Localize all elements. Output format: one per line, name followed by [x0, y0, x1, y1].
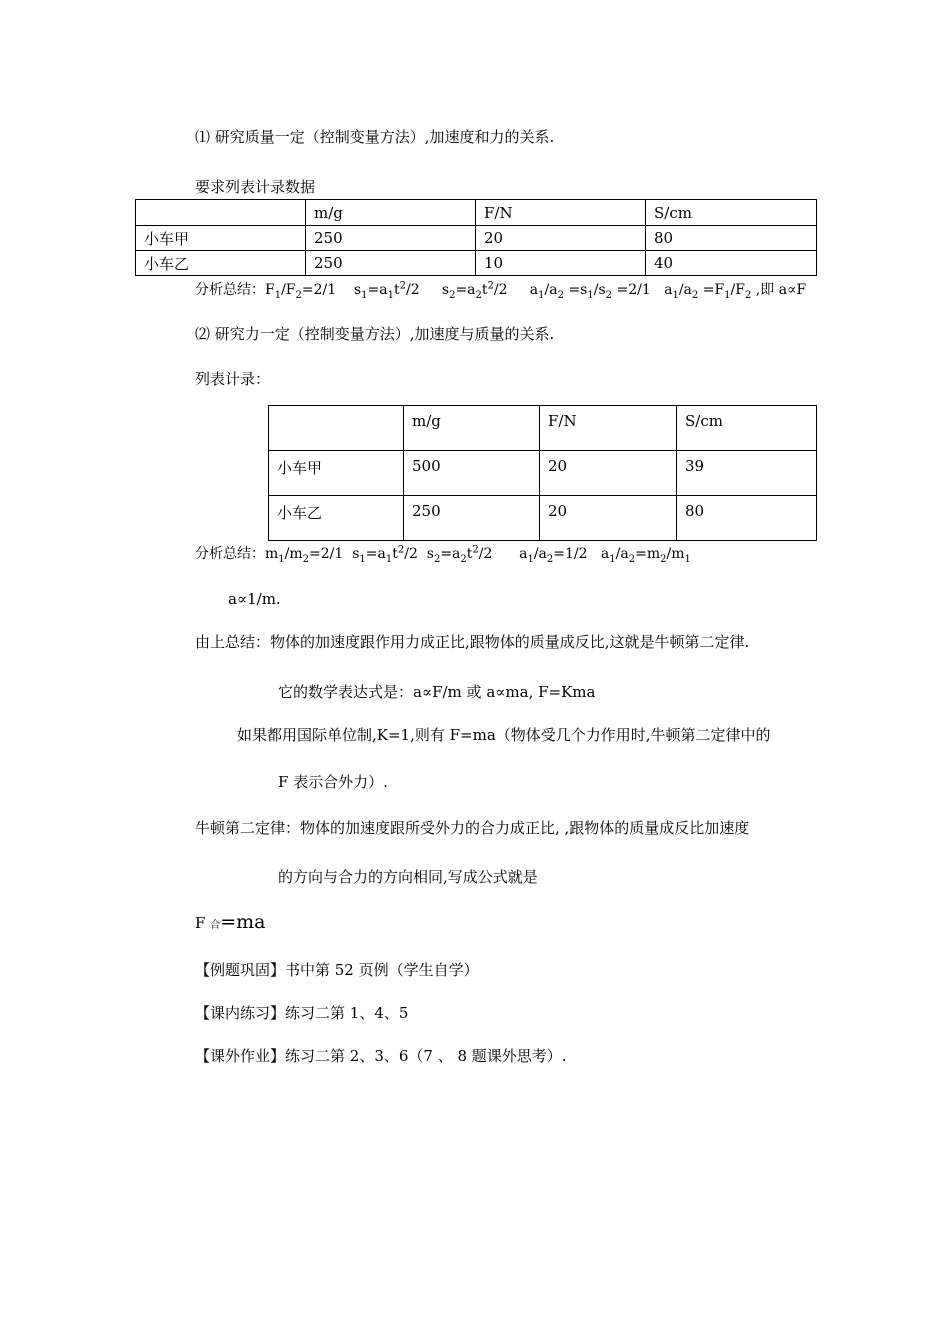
- section2-summary: 分析总结：$m_1/m_2=2/1$ $s_1=a_1t^2/2$ $s_2=a_2t^2/2$ $a_1/a_2=1/2$ $a_1/a_2=m_2/m_1$: [195, 544, 691, 565]
- section1-summary: 分析总结：$F_1/F_2=2/1$ $s_1=a_1t^2/2$ $s_2=a_2t^2/2$ $a_1/a_2 =s_1/s_2 =2/1$ $a_1/a_2 =F_1/F_2$ ,即 a∝F: [195, 280, 807, 301]
- table-cell: 10: [476, 251, 646, 276]
- table-cell: 小车甲: [136, 226, 306, 251]
- table-row: [269, 406, 817, 451]
- table-cell: m/g: [404, 406, 540, 451]
- conclusion-line-5: 牛顿第二定律：物体的加速度跟所受外力的合力成正比, ,跟物体的质量成反比加速度: [195, 819, 750, 837]
- table-cell: 20: [476, 226, 646, 251]
- conclusion-line-6: 的方向与合力的方向相同,写成公式就是: [278, 868, 538, 886]
- table-cell: [269, 406, 404, 451]
- table-cell: 250: [306, 226, 476, 251]
- table-cell: 250: [306, 251, 476, 276]
- table-cell: 250: [404, 496, 540, 541]
- table-cell: 20: [540, 496, 677, 541]
- table-cell: 39: [677, 451, 817, 496]
- table-cell: F/N: [476, 200, 646, 226]
- data-table-1: [135, 199, 817, 276]
- conclusion-line-3: 如果都用国际单位制,K=1,则有 F=ma（物体受几个力作用时,牛顿第二定律中的: [237, 726, 771, 744]
- conclusion-line-2: 它的数学表达式是：a∝F/m 或 a∝ma, F=Kma: [278, 683, 596, 701]
- table-cell: 小车甲: [269, 451, 404, 496]
- table-cell: S/cm: [677, 406, 817, 451]
- table-row: [136, 200, 817, 226]
- section1-heading: ⑴ 研究质量一定（控制变量方法）,加速度和力的关系.: [195, 128, 555, 146]
- section2-heading: ⑵ 研究力一定（控制变量方法）,加速度与质量的关系.: [195, 325, 555, 343]
- table-cell: [136, 200, 306, 226]
- section2-table-label: 列表计录：: [195, 370, 271, 388]
- table-cell: 40: [646, 251, 817, 276]
- section1-table-label: 要求列表计录数据: [195, 178, 316, 196]
- table-cell: 20: [540, 451, 677, 496]
- table-row: [136, 251, 817, 276]
- table-cell: 500: [404, 451, 540, 496]
- table-cell: m/g: [306, 200, 476, 226]
- table-cell: S/cm: [646, 200, 817, 226]
- section2-conclusion: a∝1/m.: [228, 590, 281, 608]
- newton-formula: F 合=ma: [195, 911, 266, 933]
- table-row: [136, 226, 817, 251]
- conclusion-line-1: 由上总结：物体的加速度跟作用力成正比,跟物体的质量成反比,这就是牛顿第二定律.: [195, 633, 750, 651]
- task-homework: 【课外作业】练习二第 2、3、6（7 、 8 题课外思考）.: [195, 1047, 567, 1065]
- task-classwork: 【课内练习】练习二第 1、4、5: [195, 1004, 409, 1022]
- table-cell: 小车乙: [269, 496, 404, 541]
- table-row: [269, 496, 817, 541]
- table-row: [269, 451, 817, 496]
- task-example: 【例题巩固】书中第 52 页例（学生自学）: [195, 961, 479, 979]
- data-table-2: [268, 405, 817, 541]
- table-cell: F/N: [540, 406, 677, 451]
- table-cell: 80: [646, 226, 817, 251]
- table-cell: 80: [677, 496, 817, 541]
- table-cell: 小车乙: [136, 251, 306, 276]
- conclusion-line-4: F 表示合外力）.: [278, 773, 388, 791]
